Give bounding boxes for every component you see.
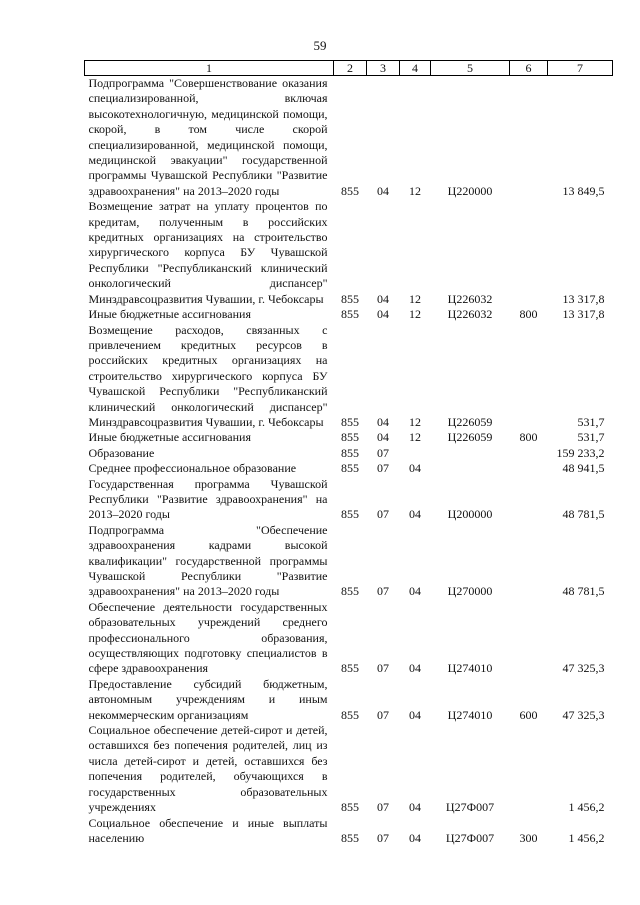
expense-type-code (510, 446, 548, 461)
table-row (85, 723, 613, 815)
amount: 47 325,3 (562, 661, 605, 676)
ministry-code: 855 (341, 445, 359, 460)
row-description: Подпрограмма "Обеспечение здравоохранения кадрами высокой квалификации" государственной программы Чувашской Республики "Развитие здравоохранения" на 2013–2020 годы (88, 522, 328, 599)
section-code: 07 (377, 507, 389, 522)
subsection-code: 04 (409, 507, 421, 522)
section-code: 04 (377, 414, 389, 429)
ministry-code: 855 (341, 584, 359, 599)
section-code: 07 (377, 661, 389, 676)
row-description: Иные бюджетные ассигнования (88, 430, 251, 445)
table-row (85, 677, 613, 723)
expense-type-code (510, 523, 548, 600)
ministry-code: 855 (341, 414, 359, 429)
section-code: 07 (377, 707, 389, 722)
ministry-code: 855 (341, 307, 359, 322)
ministry-code: 855 (341, 430, 359, 445)
subsection-code: 04 (409, 800, 421, 815)
section-code: 07 (377, 830, 389, 845)
page-number: 59 (313, 38, 327, 53)
subsection-code: 04 (409, 707, 421, 722)
subsection-code: 04 (409, 661, 421, 676)
amount: 1 456,2 (568, 830, 605, 845)
subsection-code (400, 446, 431, 461)
target-article-code: Ц226032 (447, 291, 493, 306)
header-col-2: 2 (334, 61, 367, 76)
section-code: 04 (377, 430, 389, 445)
ministry-code: 855 (341, 183, 359, 198)
row-description: Возмещение затрат на уплату процентов по кредитам, полученным в российских кредитных организациях на строительство хирургического корпуса БУ Чувашской Республики "Республиканский клинический онкологический диспансер" Минздравсоцразвития Чувашии, г. Чебоксары (88, 199, 328, 306)
expense-type-code (510, 76, 548, 200)
table-row (85, 199, 613, 307)
target-article-code: Ц27Ф007 (445, 800, 495, 815)
ministry-code: 855 (341, 507, 359, 522)
subsection-code: 12 (409, 291, 421, 306)
table-row (85, 323, 613, 431)
row-description: Иные бюджетные ассигнования (88, 307, 251, 322)
table-row (85, 523, 613, 600)
header-col-4: 4 (400, 61, 431, 76)
expense-type-code: 800 (519, 307, 538, 322)
target-article-code: Ц226059 (447, 430, 493, 445)
target-article-code (431, 446, 510, 461)
ministry-code: 855 (341, 291, 359, 306)
amount: 13 317,8 (562, 307, 605, 322)
expense-type-code (510, 461, 548, 476)
expense-type-code: 300 (519, 830, 538, 845)
subsection-code: 12 (409, 307, 421, 322)
amount: 48 941,5 (562, 461, 605, 476)
amount: 13 849,5 (562, 183, 605, 198)
target-article-code: Ц220000 (447, 183, 493, 198)
ministry-code: 855 (341, 461, 359, 476)
table-row (85, 816, 613, 847)
subsection-code: 04 (409, 830, 421, 845)
expense-type-code (510, 323, 548, 431)
subsection-code: 12 (409, 183, 421, 198)
section-code: 07 (377, 800, 389, 815)
row-description: Государственная программа Чувашской Республики "Развитие здравоохранения" на 2013–2020 годы (88, 476, 328, 522)
table-row (85, 477, 613, 523)
ministry-code: 855 (341, 707, 359, 722)
header-col-1: 1 (85, 61, 334, 76)
table-body (85, 76, 613, 847)
expense-type-code: 800 (519, 430, 538, 445)
section-code: 07 (377, 461, 389, 476)
row-description: Социальное обеспечение детей-сирот и детей, оставшихся без попечения родителей, лиц из числа детей-сирот и детей, оставшихся без попечения родителей, обучающихся в государственных образовательных учреждениях (88, 723, 328, 815)
ministry-code: 855 (341, 830, 359, 845)
expense-type-code (510, 723, 548, 815)
target-article-code: Ц226032 (447, 307, 493, 322)
target-article-code: Ц270000 (447, 584, 493, 599)
target-article-code: Ц27Ф007 (445, 830, 495, 845)
budget-table (84, 60, 613, 846)
table-row (85, 76, 613, 200)
subsection-code: 04 (409, 461, 421, 476)
header-col-7: 7 (548, 61, 613, 76)
subsection-code: 12 (409, 414, 421, 429)
row-description: Возмещение расходов, связанных с привлечением кредитных ресурсов в российских кредитных организациях на строительство хирургического корпуса БУ Чувашской Республики "Республиканский клинический онкологический диспансер" Минздравсоцразвития Чувашии, г. Чебоксары (88, 322, 328, 429)
target-article-code: Ц274010 (447, 707, 493, 722)
header-col-3: 3 (367, 61, 400, 76)
section-code: 07 (377, 445, 389, 460)
section-code: 04 (377, 307, 389, 322)
row-description: Образование (88, 445, 155, 460)
table-row (85, 307, 613, 322)
expense-type-code (510, 199, 548, 307)
row-description: Обеспечение деятельности государственных образовательных учреждений среднего профессионального образования, осуществляющих подготовку специалистов в сфере здравоохранения (88, 599, 328, 676)
table-row (85, 430, 613, 445)
table-row (85, 600, 613, 677)
section-code: 04 (377, 183, 389, 198)
amount: 48 781,5 (562, 507, 605, 522)
target-article-code (431, 461, 510, 476)
header-col-5: 5 (431, 61, 510, 76)
row-description: Среднее профессиональное образование (88, 461, 297, 476)
table-header-row (85, 61, 613, 76)
amount: 1 456,2 (568, 800, 605, 815)
target-article-code: Ц226059 (447, 414, 493, 429)
expense-type-code (510, 600, 548, 677)
amount: 13 317,8 (562, 291, 605, 306)
table-row (85, 446, 613, 461)
section-code: 07 (377, 584, 389, 599)
amount: 531,7 (577, 430, 605, 445)
row-description: Подпрограмма "Совершенствование оказания специализированной, включая высокотехнологичную, медицинской помощи, скорой, в том числе скорой специализированной, медицинской помощи, медицинской эвакуации" государственной программы Чувашской Республики "Развитие здравоохранения" на 2013–2020 годы (88, 76, 328, 198)
amount: 531,7 (577, 414, 605, 429)
expense-type-code: 600 (519, 707, 538, 722)
table-row (85, 461, 613, 476)
target-article-code: Ц200000 (447, 507, 493, 522)
section-code: 04 (377, 291, 389, 306)
amount: 48 781,5 (562, 584, 605, 599)
expense-type-code (510, 477, 548, 523)
subsection-code: 12 (409, 430, 421, 445)
amount: 47 325,3 (562, 707, 605, 722)
row-description: Социальное обеспечение и иные выплаты населению (88, 815, 328, 845)
subsection-code: 04 (409, 584, 421, 599)
ministry-code: 855 (341, 661, 359, 676)
row-description: Предоставление субсидий бюджетным, автономным учреждениям и иным некоммерческим организациям (88, 676, 328, 722)
ministry-code: 855 (341, 800, 359, 815)
target-article-code: Ц274010 (447, 661, 493, 676)
amount: 159 233,2 (556, 445, 605, 460)
header-col-6: 6 (510, 61, 548, 76)
